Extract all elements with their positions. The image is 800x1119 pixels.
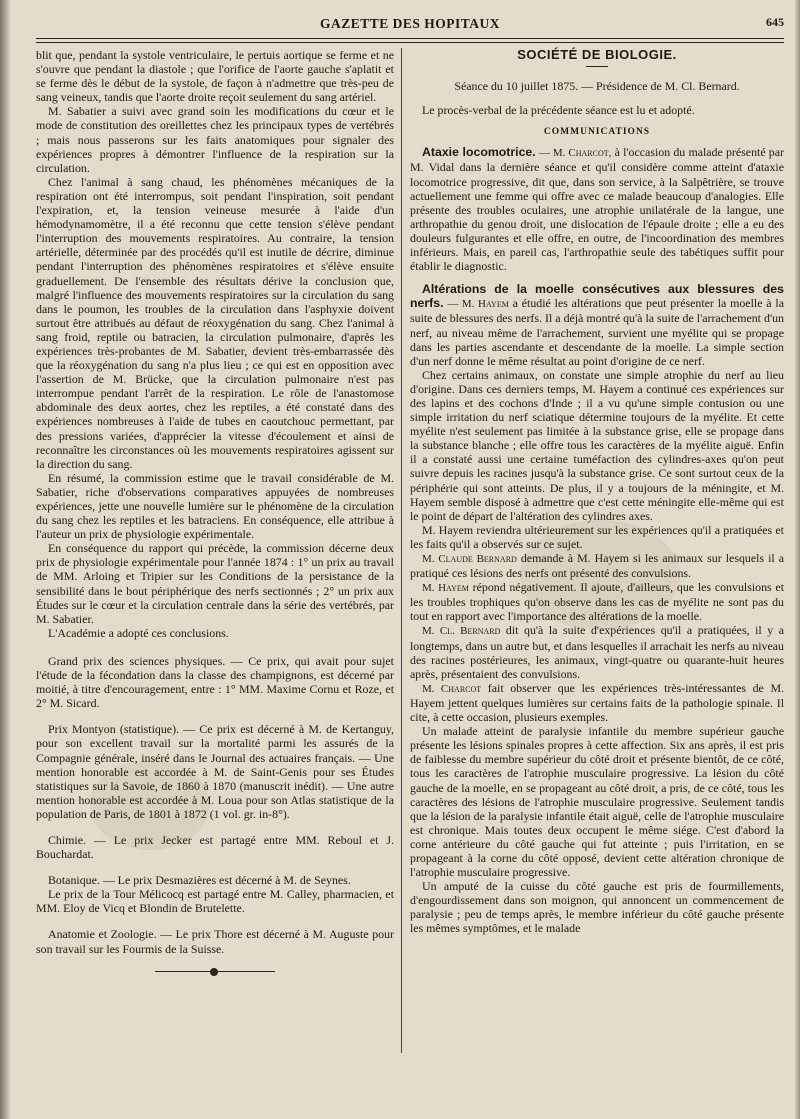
paragraph: L'Académie a adopté ces conclusions. — [48, 625, 229, 640]
speaker: M. Charcot — [422, 682, 482, 695]
speaker: M. Hayem — [422, 582, 469, 595]
ataxie-title: Ataxie locomotrice. — [422, 145, 536, 160]
ornament-dot — [210, 968, 218, 976]
exchange-paragraph — [410, 580, 784, 623]
page-edge-shadow — [0, 0, 10, 1119]
paragraph: Chez l'animal à sang chaud, les phénomènes mécaniques de la respiration ont été interrompus, soit pendant l'inspiration, soit pendant l'expiration, et, la tension veineuse mesurée à l'aide d'un hémodynamomètre, il a été reconnu que cette tension s'élève pendant l'interruption des mouvements respiratoires. Au contraire, la tension artérielle, déterminée par des procédés qu'il est inutile de décrire, diminue pendant l'interruption des phénomènes respiratoires et s'élève ensuite graduellement. De l'ensemble des résultats dérive la conclusion que, malgré l'influence des mouvements respiratoires sur la circulation du sang dans le poumon, les troubles de la circulation dans l'asphyxie doivent surtout être attribués au défaut de réoxygénation du sang. Chez l'animal à sang froid, reptile ou batracien, la circulation pulmonaire, d'après les expériences très-probantes de M. Sabatier, devient très-embarrassée dès que la réoxygénation du sang n'a plus lieu ; ce qui est en opposition avec l'assertion de M. Brücke, que la circulation pulmonaire n'est pas interrompue pendant l'arrêt de la respiration. Le rôle de l'anastomose abdominale des deux aortes, chez les reptiles, a été constaté dans des expériences nombreuses à l'aide de tubes en caoutchouc permettant, par des pressions variées, d'apprécier la vitesse d'écoulement et ainsi de reconnaître les circonstances où les mouvements respiratoires agissent sur la direction du sang. — [36, 174, 394, 471]
exchange-text: répond négativement. Il ajoute, d'ailleurs, que les convulsions et les troubles trophiques qu'on observe dans les cas de myélite ne sont pas du tout en rapport avec l'importance des altérations de la moelle. — [410, 580, 784, 624]
exchange-text: dit qu'à la suite d'expériences qu'il a pratiquées, il y a longtemps, dans un autre but, et dans lesquelles il arrachait les nerfs au niveau des racines postérieures, les animaux, vingt-quatre ou quarante-huit heures après, présentaient des convulsions. — [410, 623, 784, 681]
prize-paragraph: Prix Montyon (statistique). — Ce prix est décerné à M. de Kertanguy, pour son excellent travail sur la mortalité parmi les assurés de la Compagnie générale, inséré dans le Journal des actuaires français. — Une mention honorable est accordée à M. de Saint-Genis pour ses Études statistiques sur la Savoie, de 1860 à 1870 (manuscrit inédit). — Une autre mention honorable est accordée à M. Loua pour son Atlas statistique de la population de Paris, de 1801 à 1872 (1 vol. gr. in-8°). — [36, 722, 394, 821]
exchange-paragraph — [410, 681, 784, 724]
exchange-paragraph — [410, 551, 784, 580]
section-title: SOCIÉTÉ DE BIOLOGIE. — [517, 47, 677, 62]
page-edge-right — [794, 0, 800, 1119]
speaker: M. Claude Bernard — [422, 553, 517, 565]
communications-label: COMMUNICATIONS — [543, 127, 651, 138]
paragraph: Un amputé de la cuisse du côté gauche est pris de fourmillements, d'engourdissement dans son moignon, qui annoncent un commencement de paralysie ; peu de temps après, le membre inférieur du côté gauche présente les mêmes symptômes, et le malade — [410, 879, 784, 936]
page-number: 645 — [766, 15, 784, 29]
running-header — [36, 12, 784, 38]
left-column — [36, 48, 394, 976]
ataxie-author: — M. Charcot, — [538, 147, 612, 160]
paragraph: M. Hayem reviendra ultérieurement sur les expériences qu'il a pratiquées et les faits qu'il a observés sur ce sujet. — [410, 522, 784, 551]
prize-paragraph: Anatomie et Zoologie. — Le prix Thore est décerné à M. Auguste pour son travail sur les Fourmis de la Suisse. — [36, 927, 394, 956]
alterations-paragraph — [410, 282, 784, 368]
prize-paragraph: Le prix de la Tour Mélicocq est partagé entre M. Calley, pharmacien, et MM. Eloy de Vicq et Blondin de Brutelette. — [36, 887, 394, 916]
speaker: M. Cl. Bernard — [422, 625, 501, 638]
header-rule — [36, 38, 784, 43]
exchange-paragraph — [410, 623, 784, 680]
paragraph: blit que, pendant la systole ventriculaire, le pertuis aortique se ferme et ne s'ouvre que pendant la diastole ; que l'orifice de l'aorte gauche s'aplatit et se ferme dès le début de la systole, de façon à n'admettre que très-peu de sang veineux, tandis que l'aorte droite reçoit seulement du sang artériel. — [36, 48, 394, 105]
column-divider — [401, 48, 402, 1053]
prize-paragraph: Chimie. — Le prix Jecker est partagé entre MM. Reboul et J. Bouchardat. — [36, 832, 394, 862]
right-column — [410, 48, 784, 936]
section-rule — [586, 66, 608, 67]
paragraph: En conséquence du rapport qui précède, la commission décerne deux prix de physiologie expérimentale pour l'année 1874 : 1° un prix au travail de MM. Arloing et Tripier sur les Conditions de la persistance de la sensibilité dans le bout périphérique des nerfs sectionnés ; 2° un prix aux Études sur le cœur et la circulation centrale dans la série des vertébrés, par M. Sabatier. — [36, 541, 394, 626]
alterations-author: — M. Hayem — [447, 298, 509, 311]
journal-title: GAZETTE DES HOPITAUX — [319, 16, 501, 31]
paragraph: Chez certains animaux, on constate une simple atrophie du nerf au lieu d'origine. Dans ces derniers temps, M. Hayem a continué ces expériences sur des lapins et des cochons d'Inde ; il a vu qu'une simple contusion ou une simple irritation du nerf sciatique détermine toujours de la myélite. Et cette myélite n'est seulement pas limitée à la substance grise, elle se propage dans la substance blanche ; elle offre tous les caractères de la myélite aiguë. Enfin il a constaté aussi une certaine tuméfaction des cylindres-axes qu'on peut suivre depuis les racines jusqu'à la substance grise. Ce sont surtout ceux de la périphérie qui sont atteints. De plus, il y a toujours de la méningite, et M. Hayem semble disposé à admettre que c'est cette méningite elle-même qui est le point de départ de l'altération des cylindres axes. — [410, 367, 784, 523]
exchange-text: fait observer que les expériences très-intéressantes de M. Hayem jettent quelques lumières sur certains faits de la pathologie spinale. Il cite, à cette occasion, plusieurs exemples. — [410, 680, 784, 725]
paragraph: En résumé, la commission estime que le travail considérable de M. Sabatier, riche d'observations comparatives appuyées de nombreuses expériences, jette une nouvelle lumière sur le phénomène de la circulation du sang chez les reptiles et les batraciens. En conséquence, elle attribue à l'auteur un prix de physiologie expérimentale. — [36, 470, 394, 542]
paragraph: M. Sabatier a suivi avec grand soin les modifications du cœur et le mode de constitution des oreillettes chez les principaux types de vertébrés ; mais nous passerons sur les faits anatomiques pour signaler des expériences propres à démontrer l'influence de la respiration sur la circulation. — [36, 104, 394, 175]
alterations-title: Altérations de la moelle consécutives aux blessures des nerfs. — [410, 282, 784, 311]
end-ornament — [155, 968, 275, 976]
seance-line: Séance du 10 juillet 1875. — Présidence de M. Cl. Bernard. — [454, 79, 740, 94]
proces-verbal: Le procès-verbal de la précédente séance est lu et adopté. — [422, 103, 695, 118]
ataxie-paragraph — [410, 145, 784, 273]
alterations-text: a étudié les altérations que peut présenter la moelle à la suite de blessures des nerfs. Il a déjà montré qu'à la suite de l'arrachement d'un nerf, au niveau même de l'arrachement, survient une myélite qui se propage dans les parties ascendante et descendante de la moelle. La simple section d'un nerf donne le même résultat au point d'origine de ce nerf. — [410, 296, 784, 368]
exchange-text: demande à M. Hayem si les animaux sur lesquels il a pratiqué ces lésions des nerfs ont présenté des convulsions. — [410, 551, 784, 581]
paragraph: Un malade atteint de paralysie infantile du membre supérieur gauche présente les lésions spinales propres à cette affection. Six ans après, il est pris de faiblesse du membre supérieur du côté droit et présente bientôt, de ce côté, tous les caractères de l'atrophie musculaire progressive. La lésion du côté gauche de la moelle, en se propageant au côté droit, a pris, de ce côté, tous les caractères des lésions de l'atrophie musculaire progressive. Seulement tandis que la lésion de la paralysie infantile était aiguë, celle de l'atrophie musculaire est chronique. Mais toutes deux occupent le même siége. C'est d'abord la corne antérieure du côté gauche qui fut atteinte ; puis l'irritation, en se propageant à la corne du côté opposé, devient cette altération chronique de l'atrophie musculaire progressive. — [410, 724, 784, 880]
ataxie-text: à l'occasion du malade présenté par M. Vidal dans la dernière séance et qu'il considère comme atteint d'ataxie locomotrice progressive, dit que, dans son service, à la Salpêtrière, se trouve actuellement une femme qui offre avec ce malade beaucoup d'analogies. Elle présente des troubles oculaires, une atrophie unilatérale de la langue, une arthropathie du genou droit, une dislocation de l'épaule droite ; elle a eu des douleurs fulgurantes et elle offre, en outre, de l'incoordination des membres inférieurs. Mais, en pareil cas, l'arthropathie seule des tabétiques suffit pour établir le diagnostic. — [410, 145, 784, 274]
prize-paragraph: Grand prix des sciences physiques. — Ce prix, qui avait pour sujet l'étude de la fécondation dans la classe des champignons, est décerné par moitié, à titre d'encouragement, entre : 1° MM. Maxime Cornu et Roze, et 2° M. Sicard. — [36, 653, 394, 711]
prize-paragraph: Botanique. — Le prix Desmazières est décerné à M. de Seynes. — [48, 873, 351, 888]
